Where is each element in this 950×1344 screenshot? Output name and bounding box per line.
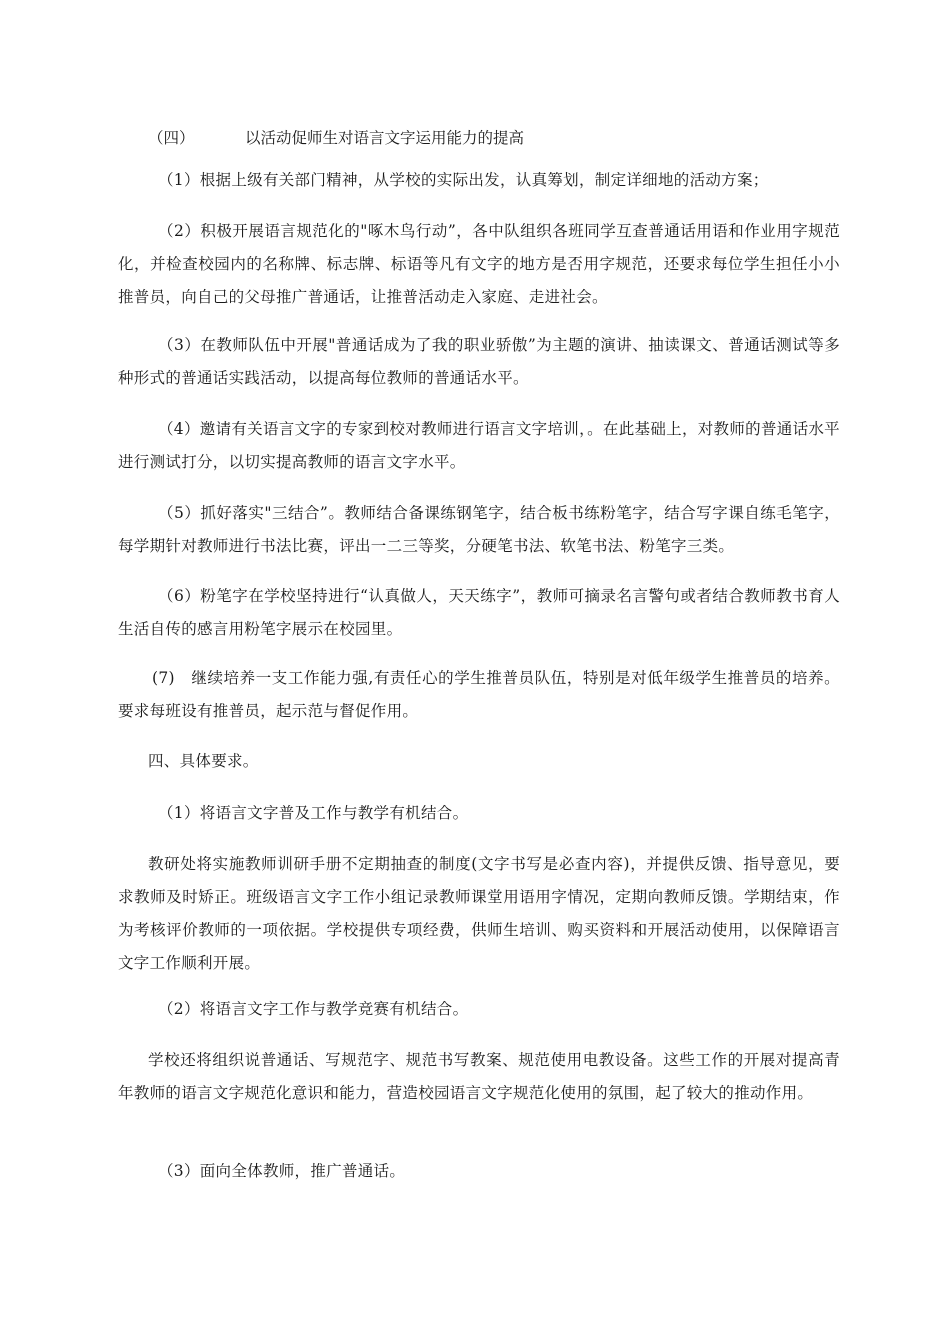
paragraph-1: （1）根据上级有关部门精神，从学校的实际出发，认真筹划，制定详细地的活动方案； bbox=[158, 171, 769, 189]
paragraph-4: （4）邀请有关语言文字的专家到校对教师进行语言文字培训，。在此基础上，对教师的普通话水平进行测试打分，以切实提高教师的语言文字水平。 bbox=[118, 420, 840, 471]
section-title: 以活动促师生对语言文字运用能力的提高 bbox=[245, 129, 525, 147]
paragraph-requirement-1: 教研处将实施教师训研手册不定期抽查的制度(文字书写是必查内容)，并提供反馈、指导意见，要求教师及时矫正。班级语言文字工作小组记录教师课堂用语用字情况，定期向教师反馈。学期结束，作为考核评价教师的一项依据。学校提供专项经费，供师生培训、购买资料和开展活动使用，以保障语言文字工作顺利开展。 bbox=[118, 855, 841, 972]
paragraph-6: （6）粉笔字在学校坚持进行“认真做人，天天练字”，教师可摘录名言警句或者结合教师教书育人生活自传的感言用粉笔字展示在校园里。 bbox=[118, 587, 840, 638]
section-label: （四） bbox=[148, 129, 195, 147]
paragraph-2: （2）积极开展语言规范化的"啄木鸟行动”，各中队组织各班同学互查普通话用语和作业用字规范化，并检查校园内的名称牌、标志牌、标语等凡有文字的地方是否用字规范，还要求每位学生担任小小推普员，向自己的父母推广普通话，让推普活动走入家庭、走进社会。 bbox=[118, 222, 840, 306]
paragraph-5: （5）抓好落实"三结合”。教师结合备课练钢笔字，结合板书练粉笔字，结合写字课自练毛笔字，每学期针对教师进行书法比赛，评出一二三等奖，分硬笔书法、软笔书法、粉笔字三类。 bbox=[118, 504, 840, 555]
requirement-1-heading: （1）将语言文字普及工作与教学有机结合。 bbox=[158, 804, 469, 822]
requirement-2-heading: （2）将语言文字工作与教学竞赛有机结合。 bbox=[158, 1000, 469, 1018]
paragraph-requirement-2: 学校还将组织说普通话、写规范字、规范书写教案、规范使用电教设备。这些工作的开展对提高青年教师的语言文字规范化意识和能力，营造校园语言文字规范化使用的氛围，起了较大的推动作用。 bbox=[118, 1051, 840, 1102]
paragraph-3: （3）在教师队伍中开展"普通话成为了我的职业骄傲”为主题的演讲、抽读课文、普通话测试等多种形式的普通话实践活动，以提高每位教师的普通话水平。 bbox=[118, 336, 840, 387]
requirement-3-heading: （3）面向全体教师，推广普通话。 bbox=[158, 1162, 406, 1180]
paragraph-7: (7) 继续培养一支工作能力强,有责任心的学生推普员队伍，特别是对低年级学生推普员的培养。要求每班设有推普员，起示范与督促作用。 bbox=[118, 669, 840, 720]
section-heading-four: 四、具体要求。 bbox=[148, 752, 259, 770]
